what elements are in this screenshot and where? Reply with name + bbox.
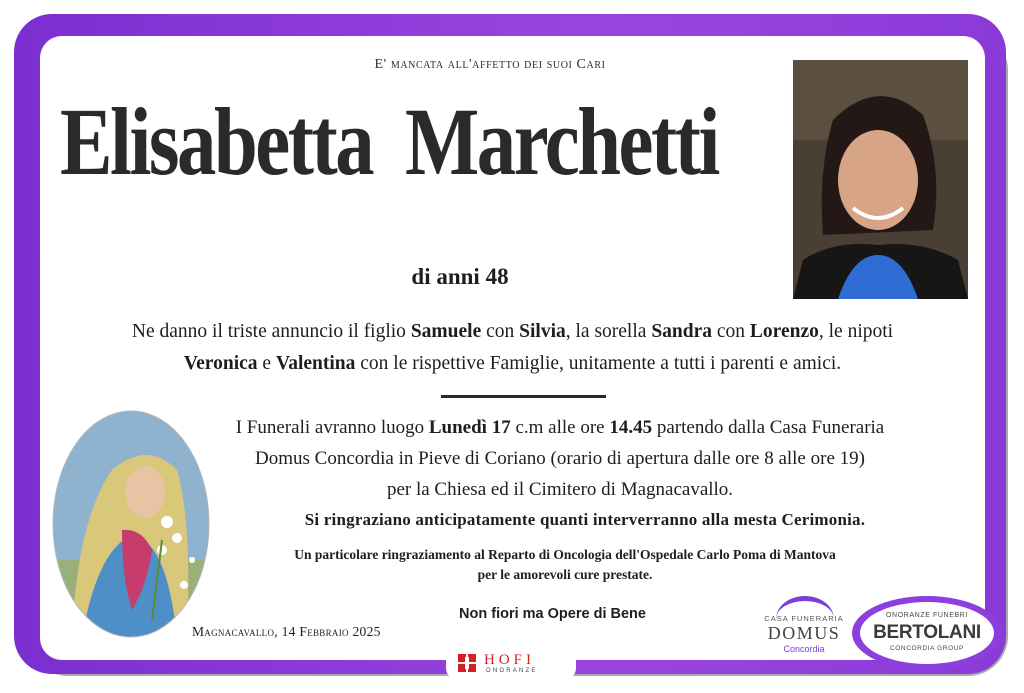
funeral-info: I Funerali avranno luogo Lunedì 17 c.m alle ore 14.45 partendo dalla Casa Funeraria Domus Concordia in Pieve di Coriano (orario di apertura dalle ore 8 alle ore 19) per la Chiesa ed il Cimitero di Magnacavallo. — [235, 417, 885, 500]
madonna-image — [52, 410, 210, 638]
special-thanks: Un particolare ringraziamento al Reparto di Oncologia dell'Ospedale Carlo Poma di Mantova per le amorevoli cure prestate. — [294, 547, 836, 582]
first-name: Elisabetta — [60, 88, 373, 195]
age-text: di anni 48 — [411, 264, 509, 289]
hofi-logo: HOFI ONORANZE — [446, 646, 576, 680]
hofi-mark-icon — [458, 654, 476, 672]
announcement: Ne danno il triste annuncio il figlio Samuele con Silvia, la sorella Sandra con Lorenzo, le nipoti Veronica e Valentina con le rispettive Famiglie, unitamente a tutti i parenti e amici. — [131, 321, 894, 374]
place-date: Magnacavallo, 14 Febbraio 2025 — [192, 624, 381, 639]
last-name: Marchetti — [404, 88, 718, 195]
bertolani-logo: ONORANZE FUNEBRI BERTOLANI CONCORDIA GROUP — [852, 596, 1002, 670]
portrait-photo — [793, 60, 968, 299]
no-flowers-line: Non fiori ma Opere di Bene — [459, 606, 646, 622]
intro-line: E' mancata all'affetto dei suoi Cari — [374, 57, 606, 72]
divider — [441, 395, 606, 398]
deceased-name — [60, 88, 718, 195]
thanks-line: Si ringraziano anticipatamente quanti interverranno alla mesta Cerimonia. — [304, 510, 866, 529]
